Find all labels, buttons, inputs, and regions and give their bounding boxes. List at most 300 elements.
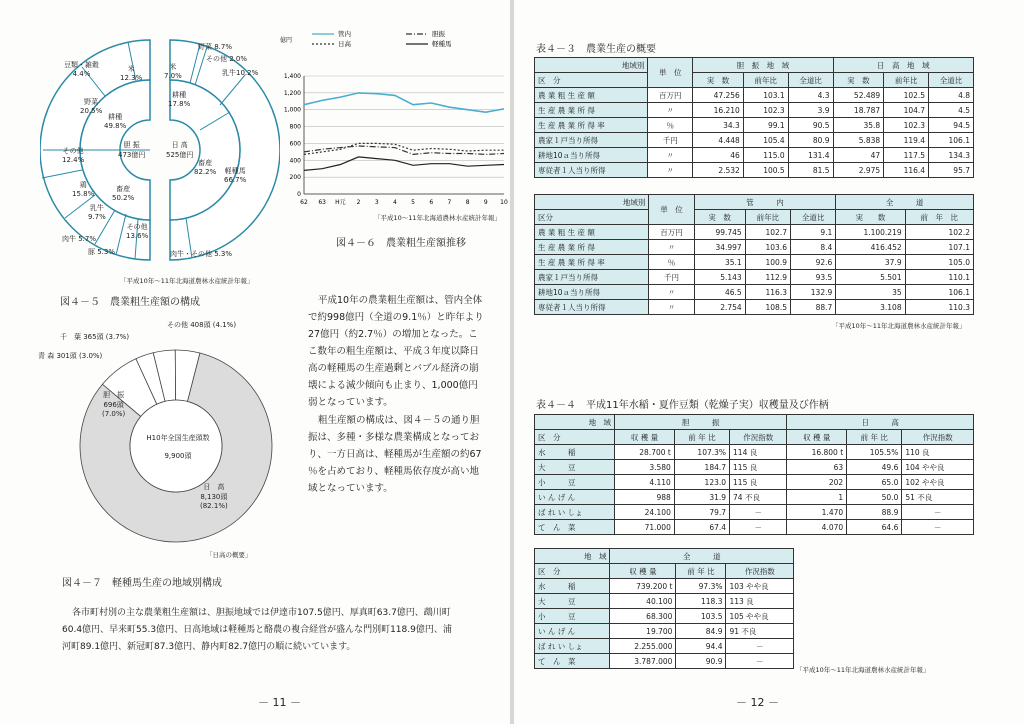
hidaka-label-dairy: 乳牛10.2% xyxy=(222,69,259,77)
cell: 184.7 xyxy=(674,460,729,475)
cell: 3.108 xyxy=(836,300,905,315)
col-header: 前年比 xyxy=(745,210,790,225)
cell: － xyxy=(726,654,794,669)
table44-total xyxy=(534,548,794,669)
para-line: 弱となっています。 xyxy=(308,397,393,408)
label-text: 耕種 xyxy=(108,113,123,121)
cell: 19.700 xyxy=(610,624,676,639)
para-line: り、一方日高は、軽種馬が生産額の約67 xyxy=(308,449,482,460)
corner-top: 地域別 xyxy=(535,58,648,73)
cell: 113 良 xyxy=(726,594,794,609)
cell: 110.1 xyxy=(905,270,973,285)
para-line: ％を占めており、軽種馬依存度が高い地 xyxy=(308,466,480,477)
cell: 102.3 xyxy=(743,103,788,118)
unit-cell: 百万円 xyxy=(649,225,694,240)
table-row xyxy=(535,475,974,490)
cell: 102.7 xyxy=(745,225,790,240)
cell: 118.3 xyxy=(676,594,726,609)
label-text: 4.4% xyxy=(72,70,91,78)
cell: 110 良 xyxy=(902,445,974,460)
cell: 100.5 xyxy=(743,163,788,178)
figure45-source: 「平成10年～11年北海道農林水産統計年報」 xyxy=(120,277,254,285)
cell: 105.5% xyxy=(847,445,902,460)
cell: 131.4 xyxy=(788,148,833,163)
cell: 4.3 xyxy=(788,88,833,103)
corner-top: 地 域 xyxy=(535,549,610,564)
cell: 2.255.000 xyxy=(610,639,676,654)
cell: 114 良 xyxy=(730,445,787,460)
cell: 202 xyxy=(787,475,847,490)
row-label: 生 産 農 業 所 得 率 xyxy=(535,118,648,133)
para-line: 各市町村別の主な農業粗生産額は、胆振地域では伊達市107.5億円、厚真町63.7億円、鵡川町 xyxy=(72,608,451,618)
legend-label: 日高 xyxy=(338,40,351,48)
cell: 104.7 xyxy=(884,103,929,118)
para-line: 振は、多種・多様な農業構成となってお xyxy=(308,432,480,443)
label-text: 12.3% xyxy=(120,74,143,82)
label-text: (82.1%) xyxy=(200,502,228,510)
cell: 103.6 xyxy=(745,240,790,255)
x-tick-label: 6 xyxy=(429,199,434,206)
y-tick-label: 800 xyxy=(289,123,301,131)
label-text: H10年全国生産頭数 xyxy=(146,434,210,442)
cell: 97.3% xyxy=(676,579,726,594)
x-tick-label: 63 xyxy=(318,199,327,206)
table-row xyxy=(535,163,974,178)
cell: 65.0 xyxy=(847,475,902,490)
legend-label: 軽種馬 xyxy=(432,40,452,48)
cell: 115 良 xyxy=(730,475,787,490)
cell: 99.1 xyxy=(743,118,788,133)
col-header: 前年比 xyxy=(743,73,788,88)
label-text: 鶏 xyxy=(79,181,87,189)
page-number-right: － 12 － xyxy=(736,696,779,709)
label-text: 米 xyxy=(169,63,177,71)
cell: 90.5 xyxy=(788,118,833,133)
cell: 35.1 xyxy=(694,255,745,270)
row-label: 大 豆 xyxy=(535,594,610,609)
label-text: 米 xyxy=(127,65,135,73)
hidaka-label-other: その他 2.0% xyxy=(206,55,248,63)
label-text: 日 高 xyxy=(171,141,188,149)
cell: 94.4 xyxy=(676,639,726,654)
cell: 107.1 xyxy=(905,240,973,255)
table-row xyxy=(535,505,974,520)
table-row xyxy=(535,225,974,240)
cell: 18.787 xyxy=(833,103,884,118)
table-row xyxy=(535,148,974,163)
cell: 105.4 xyxy=(743,133,788,148)
para-line: 域となっています。 xyxy=(308,483,393,494)
unit-cell: 〃 xyxy=(649,285,694,300)
cell: 123.0 xyxy=(674,475,729,490)
row-label: 耕地10ａ当り所得 xyxy=(535,285,649,300)
col-header: 実 数 xyxy=(836,210,905,225)
unit-cell: 千円 xyxy=(648,133,693,148)
bottom-paragraph xyxy=(62,605,508,656)
cell: 9.1 xyxy=(790,225,835,240)
cell: 93.5 xyxy=(790,270,835,285)
hidaka-label-beef-other: 肉牛・その他 5.3% xyxy=(170,250,233,258)
cell: 88.9 xyxy=(847,505,902,520)
table-row xyxy=(535,270,974,285)
table-row xyxy=(535,624,794,639)
row-label: い ん げ ん xyxy=(535,490,615,505)
iburi-label-rice xyxy=(120,64,142,82)
col-header: 前 年 比 xyxy=(676,564,726,579)
line-chart xyxy=(276,28,510,224)
cell: 31.9 xyxy=(674,490,729,505)
cell: 94.5 xyxy=(929,118,974,133)
x-tick-label: 7 xyxy=(447,199,452,206)
label-text: 7.0% xyxy=(164,72,182,80)
col-header: 前 年 比 xyxy=(847,430,902,445)
table-row xyxy=(535,460,974,475)
row-label: て ん 菜 xyxy=(535,654,610,669)
cell: 88.7 xyxy=(790,300,835,315)
label-text: 日 高 xyxy=(203,483,225,491)
iburi-label-chicken xyxy=(72,180,94,198)
x-tick-label: 10 xyxy=(500,199,508,206)
cell: 105 やや良 xyxy=(726,609,794,624)
unit-cell: 〃 xyxy=(649,240,694,255)
col-header: 作況指数 xyxy=(726,564,794,579)
cell: 117.5 xyxy=(884,148,929,163)
cell: 102.2 xyxy=(905,225,973,240)
page-left xyxy=(0,0,510,724)
cell: 68.300 xyxy=(610,609,676,624)
legend-label: 管内 xyxy=(338,30,351,38)
cell: 1 xyxy=(787,490,847,505)
series-line-2 xyxy=(304,143,504,154)
cell: 5.838 xyxy=(833,133,884,148)
cell: 132.9 xyxy=(790,285,835,300)
row-label: 生 産 農 業 所 得 率 xyxy=(535,255,649,270)
para-line: 粗生産額の構成は、図４－５の通り胆 xyxy=(318,415,480,426)
col-header: 前 年 比 xyxy=(905,210,973,225)
cell: 16.800 t xyxy=(787,445,847,460)
cell: 1.470 xyxy=(787,505,847,520)
y-tick-label: 400 xyxy=(289,157,301,165)
figure46-caption: 図４－６ 農業粗生産額推移 xyxy=(336,238,466,249)
unit-cell: 千円 xyxy=(649,270,694,285)
unit-cell: 〃 xyxy=(649,300,694,315)
hidaka-center-label xyxy=(166,140,193,160)
table-row xyxy=(535,240,974,255)
cell: － xyxy=(730,505,787,520)
legend-label: 胆振 xyxy=(432,30,445,38)
row-label: 農 業 粗 生 産 額 xyxy=(535,88,648,103)
col-header: 実 数 xyxy=(833,73,884,88)
cell: 3.9 xyxy=(788,103,833,118)
cell: 119.4 xyxy=(884,133,929,148)
cell: 115 良 xyxy=(730,460,787,475)
unit-header: 単 位 xyxy=(648,58,693,88)
cell: 4.110 xyxy=(615,475,675,490)
cell: 5.143 xyxy=(694,270,745,285)
cell: 67.4 xyxy=(674,520,729,535)
table-row xyxy=(535,285,974,300)
col-header: 前 年 比 xyxy=(674,430,729,445)
cell: 4.5 xyxy=(929,103,974,118)
table43-total xyxy=(534,194,974,315)
horse-label-iburi xyxy=(102,390,125,418)
x-tick-label: H元 xyxy=(335,199,346,206)
hidaka-label-livestock xyxy=(194,158,216,176)
cell: 47 xyxy=(833,148,884,163)
row-label: ば れ い しょ xyxy=(535,505,615,520)
page-right xyxy=(514,0,1024,724)
region-header: 全 道 xyxy=(610,549,794,564)
cell: 37.9 xyxy=(836,255,905,270)
cell: 46 xyxy=(693,148,744,163)
paragraph-1 xyxy=(308,292,508,411)
iburi-label-vegetables xyxy=(80,97,102,115)
row-label: 専従者１人当り所得 xyxy=(535,163,648,178)
col-header: 全道比 xyxy=(788,73,833,88)
table-row xyxy=(535,594,794,609)
col-header: 実 数 xyxy=(694,210,745,225)
table44-iburi-hidaka xyxy=(534,414,974,535)
series-line-0 xyxy=(304,93,504,112)
label-text: その他 xyxy=(126,223,148,231)
cell: 102 やや良 xyxy=(902,475,974,490)
cell: 1.100.219 xyxy=(836,225,905,240)
label-text: 乳牛 xyxy=(89,204,104,212)
table-row xyxy=(535,520,974,535)
label-text: その他 xyxy=(62,147,84,155)
region-header: 胆 振 地 域 xyxy=(693,58,833,73)
cell: 99.745 xyxy=(694,225,745,240)
cell: 92.6 xyxy=(790,255,835,270)
cell: 3.580 xyxy=(615,460,675,475)
cell: 16.210 xyxy=(693,103,744,118)
cell: 2.532 xyxy=(693,163,744,178)
label-text: 耕種 xyxy=(172,91,187,99)
label-text: 胆 振 xyxy=(103,391,125,399)
label-text: 野菜 xyxy=(84,98,99,106)
table-row xyxy=(535,118,974,133)
row-label: 専従者１人当り所得 xyxy=(535,300,649,315)
label-text: 畜産 xyxy=(198,159,213,167)
label-text: (7.0%) xyxy=(102,410,126,418)
cell: 988 xyxy=(615,490,675,505)
cell: 3.787.000 xyxy=(610,654,676,669)
table-row xyxy=(535,445,974,460)
cell: 79.7 xyxy=(674,505,729,520)
iburi-center-label xyxy=(118,140,145,160)
cell: 71.000 xyxy=(615,520,675,535)
cell: 84.9 xyxy=(676,624,726,639)
iburi-label-other xyxy=(62,146,84,164)
y-tick-label: 1,000 xyxy=(283,106,301,114)
label-text: 豆類・雑穀 xyxy=(64,61,99,69)
para-line: 河町89.1億円、新冠町87.3億円、静内町82.7億円の順に続いています。 xyxy=(62,642,356,652)
cell: 34.3 xyxy=(693,118,744,133)
table-row xyxy=(535,103,974,118)
cell: 63 xyxy=(787,460,847,475)
y-tick-label: 0 xyxy=(297,191,301,198)
cell: 5.501 xyxy=(836,270,905,285)
cell: 50.0 xyxy=(847,490,902,505)
cell: 100.9 xyxy=(745,255,790,270)
para-line: 27億円（約2.7％）の増加となった。こ xyxy=(308,329,478,340)
cell: 4.448 xyxy=(693,133,744,148)
cell: 52.489 xyxy=(833,88,884,103)
x-tick-label: 62 xyxy=(300,199,308,206)
horse-label-hidaka xyxy=(200,482,228,510)
x-tick-label: 9 xyxy=(483,199,488,206)
row-label: 生 産 農 業 所 得 xyxy=(535,103,648,118)
col-header: 実 数 xyxy=(693,73,744,88)
row-label: 小 豆 xyxy=(535,609,610,624)
cell: 35 xyxy=(836,285,905,300)
cell: 91 不良 xyxy=(726,624,794,639)
label-text: 473億円 xyxy=(118,151,146,159)
hidaka-label-rice xyxy=(164,62,182,80)
table-row xyxy=(535,609,794,624)
table-row xyxy=(535,490,974,505)
cell: 64.6 xyxy=(847,520,902,535)
table-row xyxy=(535,88,974,103)
para-line: こ数年の粗生産額は、平成３年度以降日 xyxy=(308,346,480,357)
table43-iburi-hidaka xyxy=(534,57,974,178)
region-header: 胆 振 xyxy=(615,415,787,430)
x-tick-label: 2 xyxy=(356,199,361,206)
label-text: 17.8% xyxy=(168,100,191,108)
unit-cell: 〃 xyxy=(648,103,693,118)
label-text: 15.8% xyxy=(72,190,95,198)
figure47-source: 「日高の概要」 xyxy=(206,551,252,559)
table44-source: 「平成10年～11年北海道農林水産統計年報」 xyxy=(796,666,930,674)
region-header: 日 高 xyxy=(787,415,974,430)
corner-top: 地域別 xyxy=(535,195,649,210)
paragraph-2 xyxy=(308,412,508,497)
cell: 81.5 xyxy=(788,163,833,178)
cell: 46.5 xyxy=(694,285,745,300)
table43-title: 表４－３ 農業生産の概要 xyxy=(536,44,656,55)
cell: 102.5 xyxy=(884,88,929,103)
row-label: 大 豆 xyxy=(535,460,615,475)
cell: 104 やや良 xyxy=(902,460,974,475)
iburi-label-livestock xyxy=(112,184,134,202)
figure45-caption: 図４－５ 農業粗生産額の構成 xyxy=(60,297,200,308)
table-row xyxy=(535,300,974,315)
region-header: 管 内 xyxy=(694,195,836,210)
x-tick-label: 3 xyxy=(374,199,379,206)
col-header: 前年比 xyxy=(884,73,929,88)
table-row xyxy=(535,133,974,148)
unit-header: 単 位 xyxy=(649,195,694,225)
label-text: 12.4% xyxy=(62,156,85,164)
cell: － xyxy=(902,505,974,520)
unit-cell: ％ xyxy=(648,118,693,133)
row-label: 生 産 農 業 所 得 xyxy=(535,240,649,255)
label-text: 13.6% xyxy=(126,232,149,240)
cell: － xyxy=(726,639,794,654)
para-line: で約998億円（全道の9.1％）と昨年より xyxy=(308,312,484,323)
cell: 105.0 xyxy=(905,255,973,270)
x-tick-label: 5 xyxy=(411,199,416,206)
x-tick-label: 8 xyxy=(465,199,470,206)
iburi-label-beans xyxy=(64,60,99,78)
col-header: 全道比 xyxy=(929,73,974,88)
label-text: 畜産 xyxy=(116,185,131,193)
cell: 134.3 xyxy=(929,148,974,163)
label-text: 胆 振 xyxy=(123,141,140,149)
table43-source: 「平成10年～11年北海道農林水産統計年報」 xyxy=(832,322,966,330)
cell: 112.9 xyxy=(745,270,790,285)
label-text: 66.7% xyxy=(224,176,247,184)
cell: 107.3% xyxy=(674,445,729,460)
unit-cell: 〃 xyxy=(648,163,693,178)
cell: 2.975 xyxy=(833,163,884,178)
label-text: 50.2% xyxy=(112,194,135,202)
cell: 47.256 xyxy=(693,88,744,103)
label-text: 82.2% xyxy=(194,168,217,176)
corner-bottom: 区 分 xyxy=(535,564,610,579)
page-number-left: － 11 － xyxy=(258,696,301,709)
cell: 4.8 xyxy=(929,88,974,103)
iburi-label-dairy xyxy=(88,203,106,221)
label-text: 9.7% xyxy=(88,213,106,221)
y-tick-label: 600 xyxy=(289,140,301,148)
col-header: 作況指数 xyxy=(730,430,787,445)
cell: － xyxy=(730,520,787,535)
unit-cell: ％ xyxy=(649,255,694,270)
hidaka-label-horses xyxy=(224,166,246,184)
para-line: 壊による減少傾向も止まり、1,000億円 xyxy=(308,380,478,391)
label-text: 49.8% xyxy=(104,122,127,130)
table44-title: 表４－４ 平成11年水稲・夏作豆類（乾燥子実）収穫量及び作柄 xyxy=(536,400,829,411)
cell: 110.3 xyxy=(905,300,973,315)
row-label: て ん 菜 xyxy=(535,520,615,535)
iburi-label-beef: 肉牛 5.7% xyxy=(62,235,97,243)
unit-cell: 百万円 xyxy=(648,88,693,103)
cell: 103 やや良 xyxy=(726,579,794,594)
cell: 4.070 xyxy=(787,520,847,535)
cell: 24.100 xyxy=(615,505,675,520)
cell: 28.700 t xyxy=(615,445,675,460)
horse-label-chiba: 千 葉 365頭 (3.7%) xyxy=(60,333,130,341)
label-text: 軽種馬 xyxy=(224,167,246,175)
row-label: 水 稲 xyxy=(535,445,615,460)
y-unit-label: 億円 xyxy=(280,37,293,44)
label-text: 696頭 xyxy=(103,401,124,409)
cell: 40.100 xyxy=(610,594,676,609)
cell: 34.997 xyxy=(694,240,745,255)
cell: 35.8 xyxy=(833,118,884,133)
table-row xyxy=(535,654,794,669)
series-line-3 xyxy=(304,157,504,171)
col-header: 収 穫 量 xyxy=(610,564,676,579)
cell: 95.7 xyxy=(929,163,974,178)
cell: 80.9 xyxy=(788,133,833,148)
col-header: 全道比 xyxy=(790,210,835,225)
cell: 2.754 xyxy=(694,300,745,315)
y-tick-label: 1,400 xyxy=(283,73,301,80)
horse-label-aomori: 青 森 301頭 (3.0%) xyxy=(38,352,103,360)
col-header: 収 穫 量 xyxy=(787,430,847,445)
para-line: 60.4億円、早来町55.3億円、日高地域は軽種馬と酪農の複合経営が盛んな門別町118.9億円、浦 xyxy=(62,625,452,635)
cell: 74 不良 xyxy=(730,490,787,505)
cell: 49.6 xyxy=(847,460,902,475)
para-line: 平成10年の農業粗生産額は、管内全体 xyxy=(318,295,483,306)
hidaka-label-vegetables: 野菜 8.7% xyxy=(198,43,233,51)
label-text: 20.5% xyxy=(80,107,103,115)
table-row xyxy=(535,639,794,654)
figure46-source: 「平成10～11年北海道農林水産統計年報」 xyxy=(374,214,502,222)
row-label: ば れ い しょ xyxy=(535,639,610,654)
